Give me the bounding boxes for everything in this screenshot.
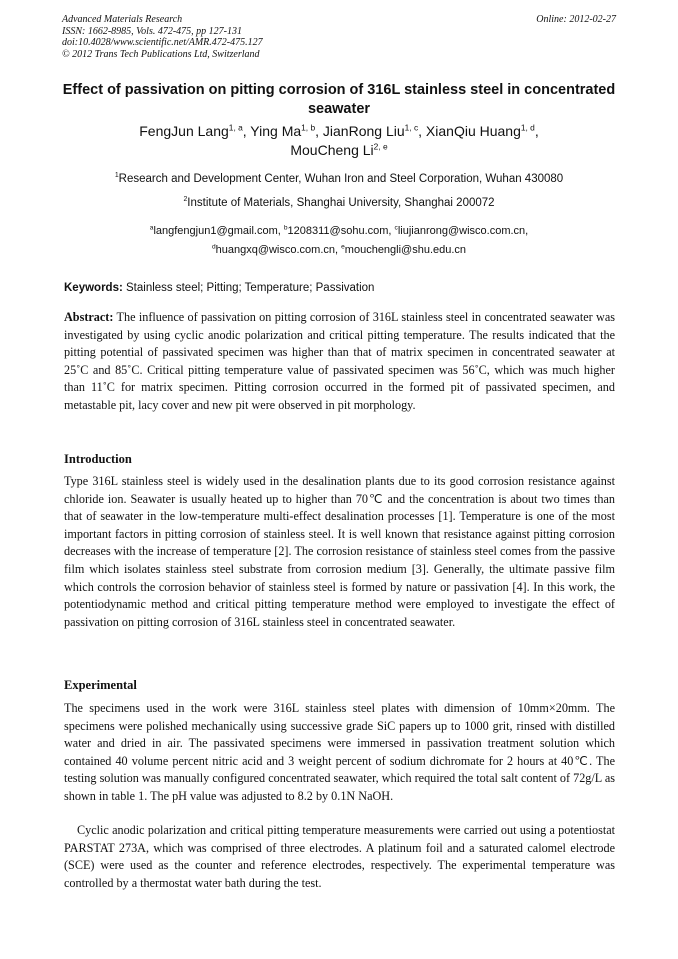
email-sup: d xyxy=(211,243,216,251)
author-affiliation-sup: 1, b xyxy=(301,122,316,133)
email-sup: c xyxy=(394,224,398,232)
experimental-paragraph-1: The specimens used in the work were 316L stainless steel plates with dimension of 10mm×20mm. The specimens were polished mechanically using successive grade SiC papers up to 1000 grit, rinsed with distilled water and dried in air. The passivated specimens were immersed in passivation treatment solution which contained 40 volume percent nitric acid and 3 weight percent of sodium dichromate for 2 hours at 40℃. The testing solution was manually configured concentrated seawater, which required the total salt content of 72g/L as shown in table 1. The pH value was adjusted to 8.2 by 0.1N NaOH. xyxy=(64,701,615,803)
author-list: FengJun Lang$^{1, a}$, Ying Ma$^{1, b}$, JianRong Liu$^{1, c}$, XianQiu Huang$^{1, d}$, MouCheng Li$^{2, e}$ xyxy=(139,122,539,158)
author-affiliation-sup: 1, c xyxy=(404,122,419,133)
email-link[interactable]: langfengjun1@gmail.com, xyxy=(153,225,281,237)
author-name: XianQiu Huang xyxy=(425,123,521,139)
email-link[interactable]: huangxq@wisco.com.cn, xyxy=(215,244,339,256)
author-name: JianRong Liu xyxy=(322,123,405,139)
email-sup: b xyxy=(283,224,288,232)
abstract-label: Abstract: xyxy=(64,310,114,324)
author-emails xyxy=(62,222,616,260)
email-link[interactable]: liujianrong@wisco.com.cn, xyxy=(397,225,529,237)
online-date: Online: 2012-02-27 xyxy=(536,14,616,25)
author-affiliation-sup: 1, d xyxy=(520,122,535,133)
affiliation-2 xyxy=(62,196,616,210)
keywords-text: Stainless steel; Pitting; Temperature; Passivation xyxy=(126,282,375,294)
affiliation-text: Institute of Materials, Shanghai University, Shanghai 200072 xyxy=(187,197,495,209)
affiliation-1 xyxy=(62,172,616,186)
affiliation-text: Research and Development Center, Wuhan Iron and Steel Corporation, Wuhan 430080 xyxy=(118,173,564,185)
email-sup: a xyxy=(149,224,154,232)
journal-header xyxy=(62,14,616,60)
author-name: MouCheng Li xyxy=(290,142,374,158)
journal-name: Advanced Materials Research xyxy=(62,14,183,25)
author-affiliation-sup: 2, e xyxy=(373,141,388,152)
author-name: Ying Ma xyxy=(250,123,302,139)
affiliation-sup: 2 xyxy=(183,196,188,204)
introduction-text: Type 316L stainless steel is widely used in the desalination plants due to its good corrosion resistance against chloride ion. Seawater is usually heated up to higher than 70℃ and the concentration is about two times than that of seawater in the low-temperature multi-effect desalination processes [1]. Temperature is one of the most important factors in pitting corrosion of stainless steel. It is well known that resistance against pitting corrosion decreases with the increase of temperature [2]. The corrosion resistance of stainless steel comes from the passive film which isolates stainless steel substrate from corrosion medium [3]. Generally, the ultimate passive film which controls the corrosion behavior of stainless steel is formed by nature or passivation [4]. In this work, the potentiodynamic method and critical pitting temperature method were employed to investigate the effect of passivation on pitting corrosion of 316L stainless steel in concentrated seawater. xyxy=(64,474,615,629)
abstract-text: The influence of passivation on pitting corrosion of 316L stainless steel in concentrated seawater was investigated by using cyclic anodic polarization and critical pitting temperature. The results indicated that the pitting potential of passivated specimen was higher than that of matrix specimen in concentrated seawater at 25˚C and 85˚C. Critical pitting temperature value of passivated specimen was 56˚C, which was much higher than 11˚C for matrix specimen. Pitting corrosion occurred in the formed pit of passivated specimen, and metastable pit, lacy cover and new pit were observed in pit morphology. xyxy=(64,310,615,412)
keywords xyxy=(64,281,616,295)
abstract xyxy=(64,309,615,415)
author-affiliation-sup: 1, a xyxy=(228,122,243,133)
email-link[interactable]: 1208311@sohu.com, xyxy=(287,225,392,237)
introduction-heading: Introduction xyxy=(64,452,132,466)
paper-title: Effect of passivation on pitting corrosion of 316L stainless steel in concentrated seawater xyxy=(62,82,616,117)
copyright-line: © 2012 Trans Tech Publications Ltd, Switzerland xyxy=(62,48,260,60)
experimental-paragraph-2: Cyclic anodic polarization and critical pitting temperature measurements were carried out using a potentiostat PARSTAT 273A, which was comprised of three electrodes. A platinum foil and a saturated calomel electrode (SCE) were used as the counter and reference electrodes, respectively. The experimental temperature was controlled by a thermostat water bath during the test. xyxy=(64,823,615,890)
doi-line: doi:10.4028/www.scientific.net/AMR.472-475.127 xyxy=(62,37,263,48)
email-sup: e xyxy=(341,243,345,251)
email-link[interactable]: mouchengli@shu.edu.cn xyxy=(344,244,467,256)
author-name: FengJun Lang xyxy=(139,123,229,139)
experimental-heading: Experimental xyxy=(64,678,137,692)
issn-line: ISSN: 1662-8985, Vols. 472-475, pp 127-131 xyxy=(62,25,242,37)
keywords-label: Keywords: xyxy=(64,282,123,294)
affiliation-sup: 1 xyxy=(114,172,119,180)
